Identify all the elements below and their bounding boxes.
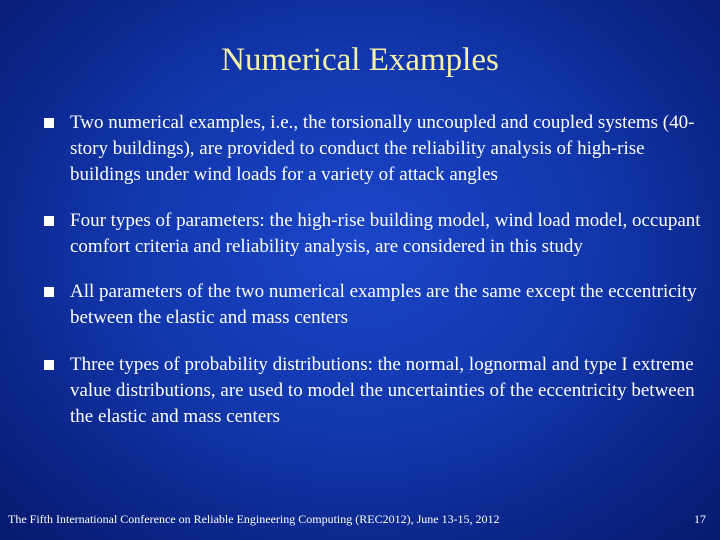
bullet-text-4: Three types of probability distributions: the normal, lognormal and type I extreme value distributions, are used to model the uncertainties of the eccentricity between the elastic and mass centers bbox=[70, 354, 695, 427]
square-bullet-icon bbox=[44, 118, 54, 128]
bullet-item-3 bbox=[44, 279, 714, 331]
bullet-text-1: Two numerical examples, i.e., the torsionally uncoupled and coupled systems (40-story buildings), are provided to conduct the reliability analysis of high-rise buildings under wind loads for a variety of attack angles bbox=[70, 112, 695, 185]
bullet-list bbox=[44, 110, 714, 450]
bullet-item-1 bbox=[44, 110, 714, 188]
bullet-text-3: All parameters of the two numerical examples are the same except the eccentricity between the elastic and mass centers bbox=[70, 281, 697, 328]
bullet-item-2 bbox=[44, 208, 714, 260]
footer bbox=[8, 510, 706, 528]
bullet-item-4 bbox=[44, 352, 714, 430]
bullet-text-2: Four types of parameters: the high-rise building model, wind load model, occupant comfort criteria and reliability analysis, are considered in this study bbox=[70, 210, 701, 257]
square-bullet-icon bbox=[44, 287, 54, 297]
square-bullet-icon bbox=[44, 216, 54, 226]
conference-footer: The Fifth International Conference on Reliable Engineering Computing (REC2012), June 13-15, 2012 bbox=[8, 512, 500, 526]
page-number: 17 bbox=[694, 512, 706, 526]
slide-title: Numerical Examples bbox=[221, 42, 499, 78]
square-bullet-icon bbox=[44, 360, 54, 370]
